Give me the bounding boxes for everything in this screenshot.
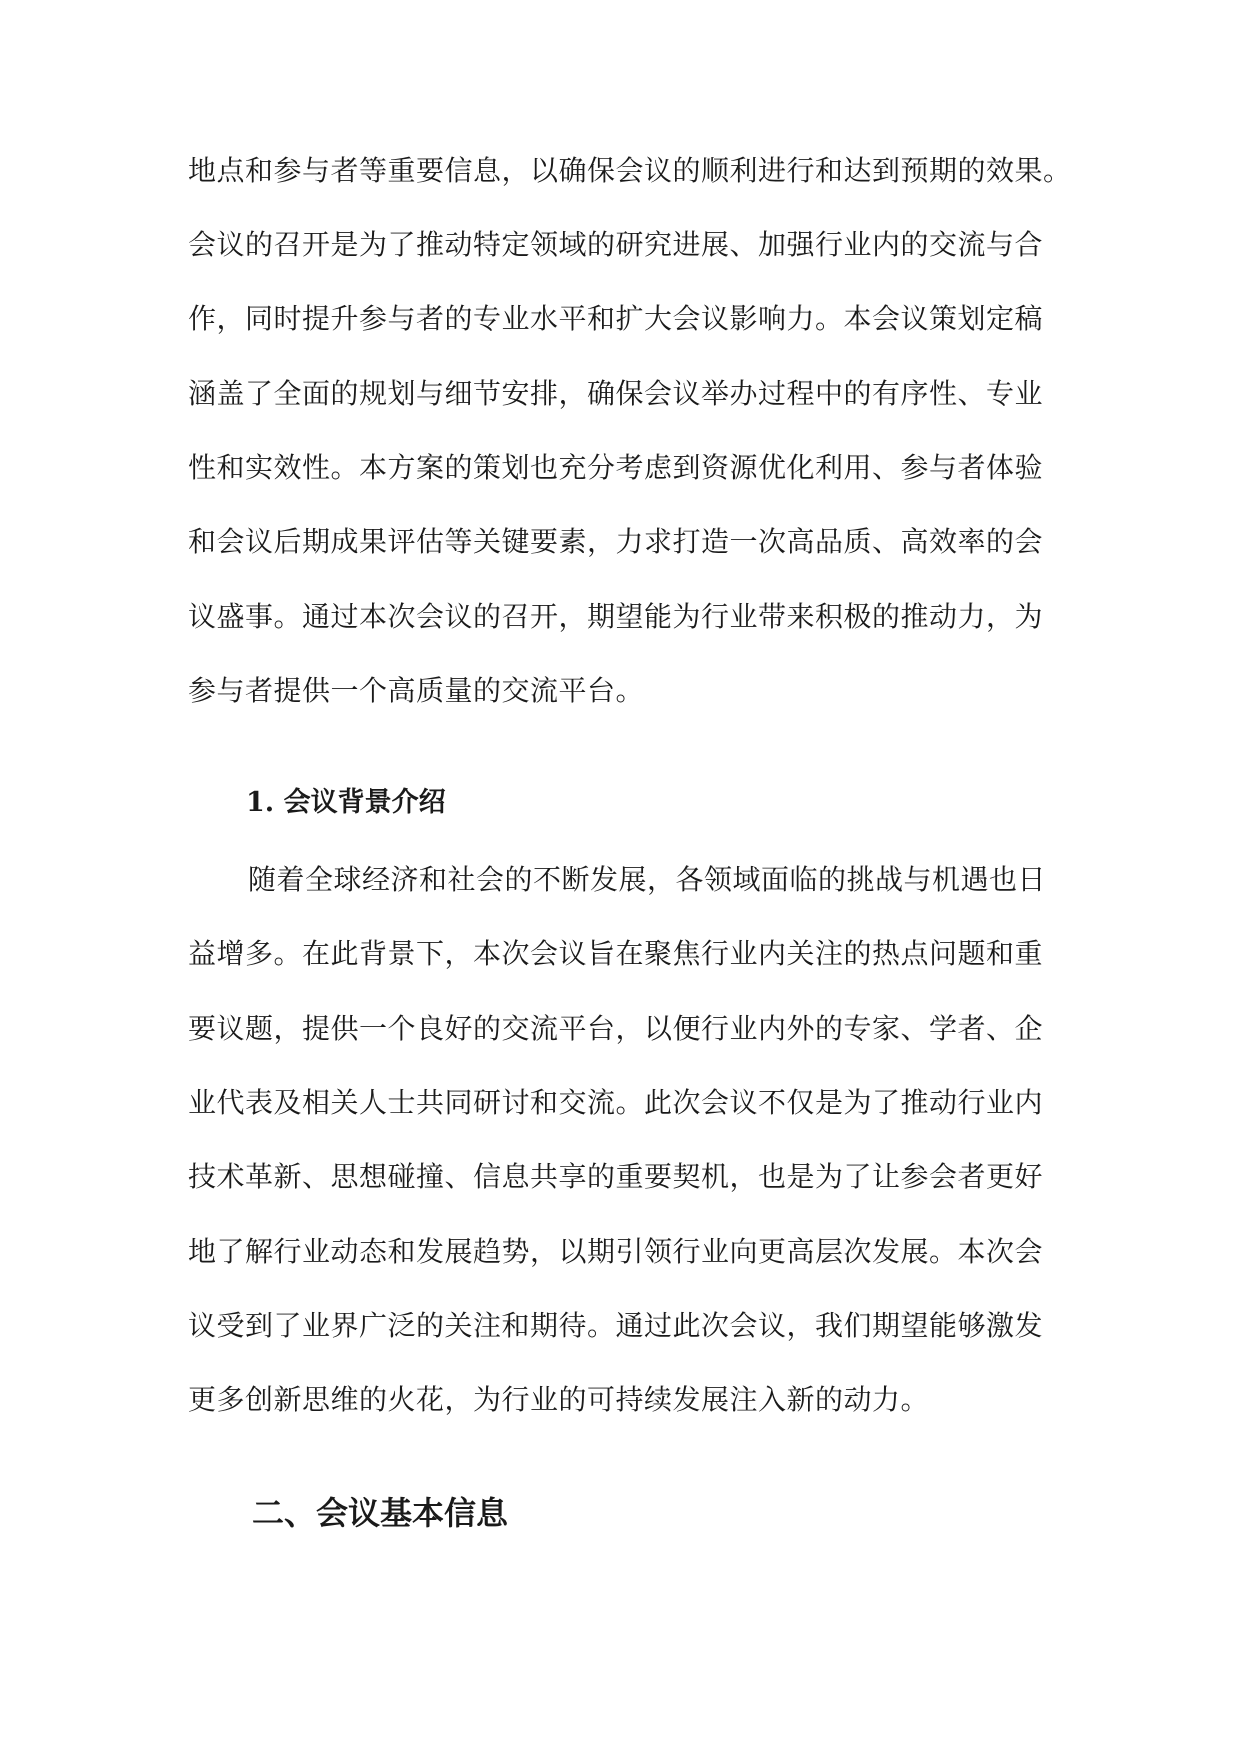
background-line-2: 益增多。在此背景下，本次会议旨在聚焦行业内关注的热点问题和重 [188,937,1044,970]
intro-line-5: 性和实效性。本方案的策划也充分考虑到资源优化利用、参与者体验 [188,451,1044,484]
background-line-4: 业代表及相关人士共同研讨和交流。此次会议不仅是为了推动行业内 [188,1086,1044,1119]
section-heading-basic-info: 二、会议基本信息 [252,1494,509,1532]
background-line-5: 技术革新、思想碰撞、信息共享的重要契机，也是为了让参会者更好 [188,1160,1044,1193]
intro-line-6: 和会议后期成果评估等关键要素，力求打造一次高品质、高效率的会 [188,525,1044,558]
intro-line-2: 会议的召开是为了推动特定领域的研究进展、加强行业内的交流与合 [188,228,1044,261]
intro-line-7: 议盛事。通过本次会议的召开，期望能为行业带来积极的推动力，为 [188,600,1044,633]
background-line-6: 地了解行业动态和发展趋势，以期引领行业向更高层次发展。本次会 [188,1235,1044,1268]
intro-line-4: 涵盖了全面的规划与细节安排，确保会议举办过程中的有序性、专业 [188,377,1044,410]
intro-line-3: 作，同时提升参与者的专业水平和扩大会议影响力。本会议策划定稿 [188,302,1044,335]
background-line-8: 更多创新思维的火花，为行业的可持续发展注入新的动力。 [188,1383,930,1416]
intro-line-1: 地点和参与者等重要信息，以确保会议的顺利进行和达到预期的效果。 [188,154,1072,187]
section-heading-background: 1. 会议背景介绍 [246,787,446,818]
background-line-1: 随着全球经济和社会的不断发展，各领域面临的挑战与机遇也日 [248,863,1047,896]
background-line-7: 议受到了业界广泛的关注和期待。通过此次会议，我们期望能够激发 [188,1309,1044,1342]
intro-line-8: 参与者提供一个高质量的交流平台。 [188,674,645,707]
background-line-3: 要议题，提供一个良好的交流平台，以便行业内外的专家、学者、企 [188,1012,1044,1045]
